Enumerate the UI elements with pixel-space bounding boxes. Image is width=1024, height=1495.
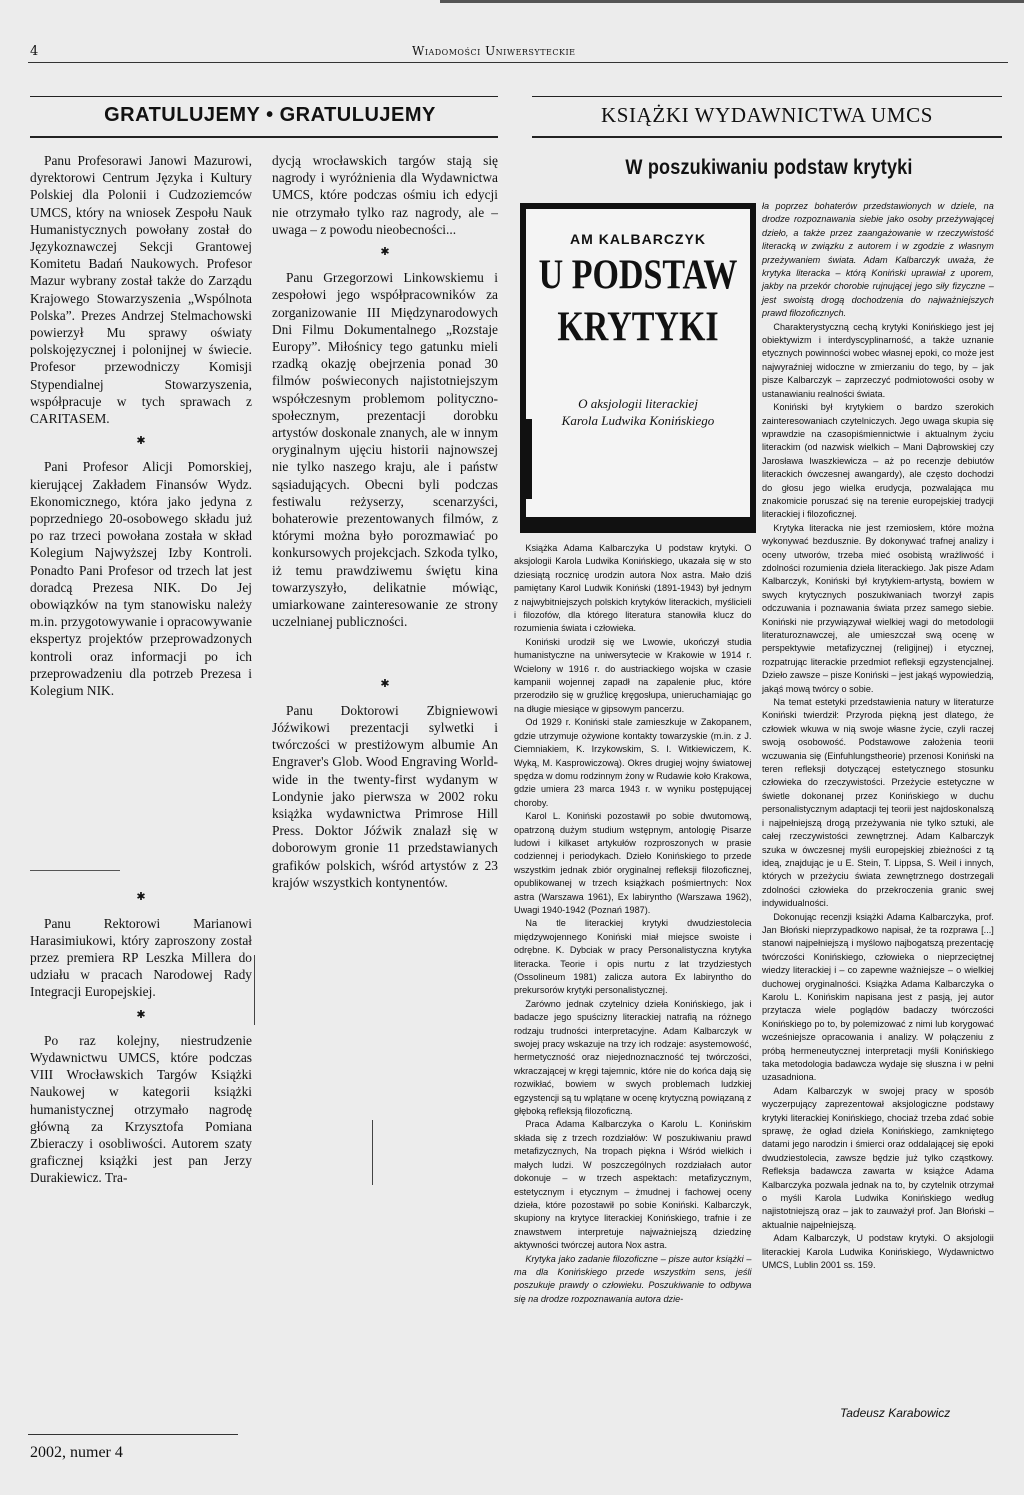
book-cover bbox=[520, 203, 756, 533]
paragraph-jozwik: Panu Doktorowi Zbigniewowi Jóźwikowi prezentacji sylwetki i twórczości w prestiżowym albumie An Engraver's Glob. Wood Engraving World-wide in the twenty-first wydanym w Londynie jako pierwsza w 2002 roku książka wydawnictwa Primrose Hill Press. Doktor Jóźwik znalazł się w doborowym gronie 11 przedstawianych grafików polskich, wśród artystów z 23 krajów wszystkich kontynentów. bbox=[272, 702, 498, 890]
section-title-ksiazki: KSIĄŻKI WYDAWNICTWA UMCS bbox=[601, 103, 933, 127]
book-paragraph: Koniński urodził się we Lwowie, ukończył studia humanistyczne na uniwersytecie w Krakowie w 1914 r. Wcielony w 1916 r. do austriackiego wojska w czasie kampanii wojennej zapadł na zapalenie płuc, które przerodziło się w gruźlicę kręgosłupa, unieruchamiając go na długie miesiące w gipsowym pancerzu. bbox=[514, 636, 752, 715]
paragraph-wydawnictwo: Po raz kolejny, niestrudzenie Wydawnictwu UMCS, które podczas VIII Wrocławskich Targów Książki Naukowej w kategorii książki humanistycznej otrzymało nagrodę główną za Krzysztofa Pomiana Zbieraczy i osobliwości. Autorem szaty graficznej książki jest pan Jerzy Durakiewicz. Tra- bbox=[30, 1032, 252, 1186]
column-gap bbox=[272, 636, 498, 670]
book-cover-panel bbox=[526, 209, 750, 517]
cover-title-line2: KRYTYKI bbox=[557, 304, 719, 351]
book-column-2 bbox=[762, 200, 994, 1273]
cover-side-bar bbox=[526, 419, 532, 499]
book-paragraph: Zarówno jednak czytelnicy dzieła Konińskiego, jak i badacze jego spuścizny literackiej natrafią na różnego rodzaju trudności interpretacyjne. Adam Kalbarczyk w swojej pracy wskazuje na trzy ich rodzaje: asystemowość, hermetyczność oraz niejednoznaczność tej twórczości, wkraczającej w kręgi tajemnic, które nie do końca dają się rozwikłać, bowiem w swych problemach ludzkiej egzystencji są tu wplątane w ocenę krytyczną powiązaną z głęboką refleksją filozoficzną. bbox=[514, 998, 752, 1118]
paragraph-linkowski: Panu Grzegorzowi Linkowskiemu i zespołowi jego współpracowników za zorganizowanie III Międzynarodowych Dni Filmu Dokumentalnego „Rozstaje Europy”. Miłośnicy tego gatunku mieli rzadką okazję obejrzenia ponad 30 filmów poświeconych najistotniejszym współczesnym problemom polityczno-społecznym, prezentacji dorobku artystów doskonale znanych, ale w innym oryginalnym ujęciu historii najnowszej nie tylko naszego kraju, ale i państw sąsiadujących. Obecni byli podczas festiwalu reżyserzy, scenarzyści, bohaterowie prezentowanych filmów, z którymi można było porozmawiać po konkursowych projekcjach. Szkoda tylko, iż temu prawdziwemu świętu kina towarzyszyło, delikatnie mówiąc, umiarkowane zainteresowanie ze strony uczelnianej publiczności. bbox=[272, 270, 498, 630]
paragraph-mazur: Panu Profesorawi Janowi Mazurowi, dyrektorowi Centrum Języka i Kultury Polskiej dla Polonii i Cudzoziemców UMCS, który na wniosek Zespołu Nauk Humanistycznych powołany został do Językoznawczej Sekcji Grantowej Komitetu Badań Naukowych. Profesor Mazur wybrany został także do Zarządu Krajowego Stowarzyszenia „Wspólnota Polska”. Prezes Andrzej Stelmachowski powierzył Mu sprawy oświaty polskojęzycznej i polonijnej w świecie. Profesor przewodniczy Komisji Stypendialnej Stowarzyszenia, współpracuje w tych sprawach z CARITASEM. bbox=[30, 153, 252, 427]
paragraph-pomorska: Pani Profesor Alicji Pomorskiej, kierującej Zakładem Finansów Wydz. Ekonomicznego, która jako jedyna z poprzedniego 20-osobowego składu już po raz trzeci powołana została w skład Kolegium Najwyższej Izby Kontroli. Ponadto Pani Profesor od trzech lat jest doradcą Prezesa NIK. Do Jej obowiązków na tym stanowisku należy m.in. przygotowywanie i opracowywanie ekspertyz projektów przeprowadzonych kontroli oraz informacji po ich przeprowadzeniu dla potrzeb Prezesa i Kolegium NIK. bbox=[30, 459, 252, 699]
left-title-rule-bottom bbox=[30, 136, 498, 138]
paragraph-harasimiuk: Panu Rektorowi Marianowi Harasimiukowi, który zaproszony został przez premiera RP Leszka Millera do udziału w pracach Narodowej Rady Integracji Europejskiej. bbox=[30, 915, 252, 1000]
right-title-rule-top bbox=[532, 96, 1002, 97]
column-middle bbox=[272, 152, 498, 897]
book-paragraph: Praca Adama Kalbarczyka o Karolu L. Konińskim składa się z trzech rozdziałów: W poszukiwaniu prawd metafizycznych, Na tropach piękna i Wśród wielkich i małych ludzi. W poszczególnych rozdziałach autor dokonuje – w trzech aspektach: metafizycznym, estetycznym i etycznym – żmudnej i fachowej oceny dzieła, które pozostawił po sobie Koniński. Kalbarczyk, skupiony na krytyce literackiej Konińskiego, trafnie i ze znawstwem interpretuje najważniejszą dziedzinę aktywności twórczej autora Nox astra. bbox=[514, 1119, 752, 1252]
column-gap bbox=[30, 705, 252, 883]
page-number: 4 bbox=[30, 44, 39, 59]
header-rule bbox=[28, 62, 1008, 63]
left-title-rule-top bbox=[30, 96, 498, 97]
book-paragraph: Na tle literackiej krytyki dwudziestolecia międzywojennego Koniński miał miejsce swoiste i odrębne. K. Dybciak w pracy Personalistyczna krytyka literacka. Teorie i opis nurtu z lat trzydziestych (Ossolineum 1981) zalicza autora Ex labiryntho do prekursorów krytyki personalistycznej. bbox=[514, 918, 752, 997]
right-title-rule-bottom bbox=[532, 136, 1002, 138]
column-divider bbox=[254, 955, 255, 1025]
book-paragraph: ła poprzez bohaterów przedstawionych w dziele, na drodze rozpoznawania siebie jako osoby przeżywającej dzieło, a także przez zaangażowanie w rzeczywistość literacką w związku z autorem i w zgodzie z własnym przeżywaniem świata. Adam Kalbarczyk uważa, że krytyka literacka – którą Koniński uprawiał z uporem, jakby na przekór chorobie rujnującej jego siły fizyczne – jest swoistą drogą dochodzenia do najważniejszych prawd filozoficznych. bbox=[762, 201, 994, 320]
paragraph-targi: dycją wrocławskich targów stają się nagrody i wyróżnienia dla Wydawnictwa UMCS, które podczas ośmiu ich edycji nie otrzymało tylko raz nagrody, ale – uwaga – z powodu nieobecności... bbox=[272, 153, 498, 237]
cover-subtitle-line2: Karola Ludwika Konińskiego bbox=[561, 413, 715, 428]
book-paragraph: Adam Kalbarczyk, U podstaw krytyki. O aksjologii literackiej Karola Ludwika Konińskiego, Wydawnictwo UMCS, Lublin 2001 ss. 159. bbox=[762, 1233, 994, 1272]
column-left bbox=[30, 152, 252, 1193]
book-paragraph: Krytyka jako zadanie filozoficzne – pisze autor książki – ma dla Konińskiego przede wszystkim sens, jeśli poszukuje prawdy o człowieku. Poszukiwanie to odbywa się na drodze rozpoznawania autora dzie- bbox=[514, 1253, 752, 1305]
book-paragraph: Karol L. Koniński pozostawił po sobie dwutomową, opatrzoną dużym studium wstępnym, antologię Pisarze ludowi i kilkaset artykułów rozproszonych w prasie codziennej i periodykach. Dzieło Konińskiego to przede wszystkim jednak zbiór oryginalnej refleksji filozoficznej, opublikowanej w trzech książkach pośmiertnych: Nox astra (Warszawa 1961), Ex labiryntho (Warszawa 1962), Uwagi 1940-1942 (Poznań 1987). bbox=[514, 811, 752, 916]
cover-bottom-band bbox=[520, 525, 756, 533]
book-paragraph: Książka Adama Kalbarczyka U podstaw krytyki. O aksjologii Karola Ludwika Konińskiego, ukazała się w sto dziesiątą rocznicę urodzin autora Nox astra. Mało dziś pamiętany Karol Ludwik Koniński (1891-1943) był jednym z najwybitniejszych polskich krytyków literackich, myślicieli i filozofów, dla którego literatura stanowiła klucz do rozumienia świata i człowieka. bbox=[514, 543, 752, 635]
separator-star: ✱ bbox=[136, 435, 146, 448]
issue-footer: 2002, numer 4 bbox=[30, 1444, 123, 1461]
author-signature: Tadeusz Karabowicz bbox=[840, 1406, 951, 1420]
book-column-1 bbox=[514, 542, 752, 1306]
cover-subtitle-line1: O aksjologii literackiej bbox=[578, 396, 698, 411]
separator-star: ✱ bbox=[136, 1008, 146, 1021]
cover-title-line1: U PODSTAW bbox=[538, 252, 738, 299]
book-paragraph: Charakterystyczną cechą krytyki Konińskiego jest jej obiektywizm i interdyscyplinarność, a także uznanie etycznych powinności wobec własnej epoki, co może jest najwyraźniej widoczne w zmierzaniu do tego, by – jak pisze Kalbarczyk – zaprzeczyć podmiotowości osoby w ustanawianiu realności świata. bbox=[762, 321, 994, 400]
book-headline: W poszukiwaniu podstaw krytyki bbox=[625, 156, 913, 179]
footer-rule bbox=[28, 1434, 238, 1435]
book-paragraph: Od 1929 r. Koniński stale zamieszkuje w Zakopanem, gdzie utrzymuje ożywione kontakty towarzyskie (m.in. z J. Ciemniakiem, K. Irzykowskim, S. I. Witkiewiczem, K. Wyką, M. Kasprowiczową). Okres drugiej wojny światowej spędza w domu rodzinnym żony w Rudawie koło Krakowa, gdzie umiera 23 marca 1943 r. w wyniku postępującej choroby. bbox=[514, 717, 752, 809]
cover-subtitle bbox=[526, 395, 750, 429]
cover-author: AM KALBARCZYK bbox=[570, 231, 706, 247]
separator-star: ✱ bbox=[136, 891, 146, 904]
book-paragraph: Dokonując recenzji książki Adama Kalbarczyka, prof. Jan Błoński nieprzypadkowo napisał, że ta rozprawa [...] stanowi najpełniejszą i myślowo najbogatszą prezentację twórczości Konińskiego, człowieka o nieprzeciętnej wiedzy literackiej i – co zapewne ważniejsze – o wielkiej duchowej oryginalności. Książka Adama Kalbarczyka o Karolu L. Konińskim napisana jest z pasją, jej autor przytacza wiele poglądów badaczy twórczości Konińskiego po to, by polemizować z nimi lub korygować wcześniejsze opracowania i analizy. W połączeniu z próbą hermeneutycznej interpretacji myśli Konińskiego taka metodologia badawcza wydaje się słuszna i w pełni uzasadniona. bbox=[762, 911, 994, 1084]
fragment-rule bbox=[30, 870, 120, 871]
column-divider bbox=[372, 1120, 373, 1185]
journal-title: Wiadomości Uniwersyteckie bbox=[412, 44, 576, 58]
section-title-gratulujemy: GRATULUJEMY • GRATULUJEMY bbox=[104, 104, 436, 126]
top-strip bbox=[440, 0, 1024, 3]
book-paragraph: Krytyka literacka nie jest rzemiosłem, które można wykonywać bezdusznie. By dokonywać trafnej analizy i oceny utworów, trzeba mieć osobistą wrażliwość i zdolności rozumienia dzieła literackiego. Jak pisze Adam Kalbarczyk, Koniński był krytykiem-artystą, bowiem w swych krytycznych poszukiwaniach tworzył zapis odczuwania i poznawania świata przez samego siebie. Koniński nie przywiązywał wielkiej wagi do metodologii literaturoznawczej, ale umieszczał swą ocenę w perspektywie metafizycznej (religijnej) i etycznej, rozpatrując literackie przedmiot refleksji egzystencjalnej. Dzieło zawsze – pisze Koniński – jest jakąś wypowiedzią, jakąś mową twórcy o sobie. bbox=[762, 522, 994, 695]
separator-star: ✱ bbox=[380, 246, 390, 259]
book-paragraph: Koniński był krytykiem o bardzo szerokich zainteresowaniach czytelniczych. Jego uwaga skupia się wprawdzie na czasopiśmiennictwie i aktualnym życiu literackim (od nazwisk wielkich – Mani Dąbrowskiej czy Jarosława Iwaszkiewicza – aż po recenzje debiutów literackich ówczesnej awangardy), ale często dochodzi do głosu jego wielka erudycja, pozwalająca mu znakomicie poruszać się na terenie europejskiej tradycji literackiej i filozoficznej. bbox=[762, 402, 994, 521]
separator-star: ✱ bbox=[380, 678, 390, 691]
book-paragraph: Adam Kalbarczyk w swojej pracy w sposób wyczerpujący zaprezentował aksjologiczne podstawy krytyki literackiej Konińskiego, chociaż trzeba zdać sobie sprawę, że ogład dzieła Konińskiego, zamkniętego datami jego narodzin i śmierci oraz oddalającej się epoki dwudziestolecia, zawsze będzie już tylko cząstkowy. Refleksja badawcza zawarta w książce Adama Kalbarczyka pozwala jednak na to, by czytelnik otrzymał o myśli Karola Ludwika Konińskiego według najistotniejszą oraz – jak to zauważył prof. Jan Błoński – aktualnie najpełniejszą. bbox=[762, 1085, 994, 1231]
book-paragraph: Na temat estetyki przedstawienia natury w literaturze Koniński twierdził: Przyroda piękną jest dlatego, że człowiek wkuwa w nią swoje własne życie, czyli raczej swoją osobowość. Podstawowe założenia teorii wczuwania się (Einfuhlungstheorie) przenosi Koniński na teren refleksji dotyczącej estetycznego stosunku człowieka do rzeczywistości. Przeżycie estetyczne w świetle dokonanej przez Konińskiego w duchu personalistycznym adaptacji tej teorii jest najdoskonalszą i najpełniejszą drogą przeżywania nie tylko sztuki, ale całej rzeczywistości zewnętrznej. Adam Kalbarczyk szuka w ówczesnej myśli europejskiej zbieżności z tą ideą, znajdując je u E. Stein, T. Lippsa, S. Weil i innych, których w przeżyciu świata zewnętrznego dostrzegali zdolności człowieka do przekroczenia granic swej indywidualności. bbox=[762, 697, 994, 910]
